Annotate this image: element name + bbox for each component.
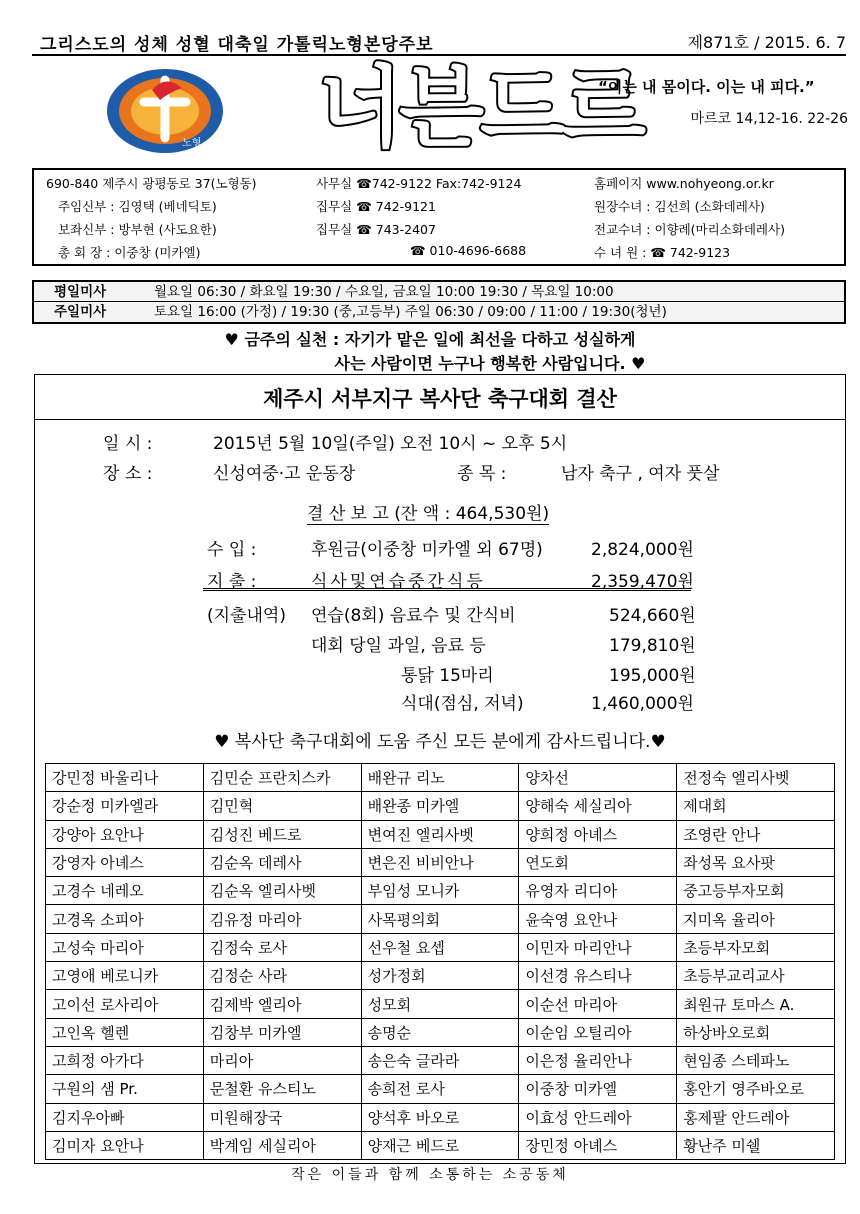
practice-line-2: 사는 사람이면 누구나 행복한 사람입니다. ♥ [334, 354, 646, 373]
donor-name: 김지우아빠 [46, 1103, 204, 1131]
expense-detail-item: 통닭 15마리 [401, 666, 494, 686]
date-value: 2015년 5월 10일(주일) 오전 10시 ~ 오후 5시 [213, 434, 568, 454]
donor-name: 김미자 요안나 [46, 1131, 204, 1159]
donor-name: 중고등부자모회 [677, 877, 835, 905]
donor-name: 고희정 아가다 [46, 1046, 204, 1074]
donor-name: 김창부 미카엘 [203, 1018, 361, 1046]
donor-row [46, 877, 835, 905]
donor-name: 김제박 엘리아 [203, 990, 361, 1018]
donor-name: 고경옥 소피아 [46, 905, 204, 933]
donor-name: 김순옥 데레사 [203, 848, 361, 876]
donor-name: 구원의 샘 Pr. [46, 1075, 204, 1103]
donor-name: 이순선 마리아 [519, 990, 677, 1018]
donor-name: 선우철 요셉 [361, 933, 519, 961]
donor-name: 고경수 네레오 [46, 877, 204, 905]
donor-name: 송명순 [361, 1018, 519, 1046]
pastor: 주임신부 : 김영택 (베네딕토) [58, 199, 217, 214]
office-phone: 사무실 ☎742-9122 Fax:742-9124 [316, 176, 522, 191]
donor-name: 마리아 [203, 1046, 361, 1074]
donor-name: 제대회 [677, 792, 835, 820]
donor-name: 배완규 리노 [361, 764, 519, 792]
expense-detail-label: (지출내역) [207, 606, 286, 626]
weekday-mass-row [34, 282, 844, 302]
donor-name: 최원규 토마스 A. [677, 990, 835, 1018]
donor-name: 사목평의회 [361, 905, 519, 933]
donor-name: 현임종 스테파노 [677, 1046, 835, 1074]
donor-name: 연도회 [519, 848, 677, 876]
donor-row [46, 1018, 835, 1046]
donor-name: 이중창 미카엘 [519, 1075, 677, 1103]
donor-name: 문철환 유스티노 [203, 1075, 361, 1103]
income-label: 수 입 : [207, 540, 257, 560]
expense-detail-item: 식대(점심, 저녁) [401, 694, 524, 714]
report-box [34, 374, 846, 1164]
event-value: 남자 축구 , 여자 풋살 [561, 464, 720, 484]
donor-name: 초등부자모회 [677, 933, 835, 961]
donor-row [46, 792, 835, 820]
issue-number-date: 제871호 / 2015. 6. 7 [687, 33, 846, 52]
donor-name: 유영자 리디아 [519, 877, 677, 905]
expense-detail-item: 대회 당일 과일, 음료 등 [311, 636, 486, 656]
balance-summary: 결 산 보 고 (잔 액 : 464,530원) [307, 499, 549, 525]
info-row [34, 220, 844, 242]
donor-name: 성모회 [361, 990, 519, 1018]
info-row [34, 243, 844, 265]
donor-name: 양해숙 세실리아 [519, 792, 677, 820]
sunday-mass-row [34, 302, 844, 322]
info-row [34, 174, 844, 196]
donor-name: 박계임 세실리아 [203, 1131, 361, 1159]
convent-phone: 수 녀 원 : ☎ 742-9123 [594, 245, 731, 260]
donor-name: 김정숙 로사 [203, 933, 361, 961]
donor-name: 고성숙 마리아 [46, 933, 204, 961]
expense-detail-amount: 524,660원 [609, 606, 696, 626]
weekday-mass-label: 평일미사 [54, 284, 107, 300]
donor-name: 전정숙 엘리사벳 [677, 764, 835, 792]
income-description: 후원금(이중창 미카엘 외 67명) [311, 540, 543, 560]
expense-label: 지 출 : [207, 572, 257, 592]
title-divider [35, 419, 845, 420]
donor-row [46, 933, 835, 961]
donor-row [46, 1103, 835, 1131]
donor-name: 변은진 비비안나 [361, 848, 519, 876]
weekday-mass-times: 월요일 06:30 / 화요일 19:30 / 수요일, 금요일 10:00 19:30 / 목요일 10:00 [154, 284, 614, 300]
assistant-priest: 보좌신부 : 방부현 (사도요한) [58, 222, 217, 237]
council-president: 총 회 장 : 이중창 (미카엘) [58, 245, 201, 260]
footer-slogan: 작은 이들과 함께 소통하는 소공동체 [291, 1167, 569, 1183]
donor-name: 이은정 율리안나 [519, 1046, 677, 1074]
homepage-link[interactable]: 홈페이지 www.nohyeong.or.kr [594, 176, 774, 191]
donor-row [46, 848, 835, 876]
donor-row [46, 990, 835, 1018]
donor-name: 송희전 로사 [361, 1075, 519, 1103]
donor-name: 조영란 안나 [677, 820, 835, 848]
donor-name: 부임성 모니카 [361, 877, 519, 905]
place-value: 신성여중·고 운동장 [213, 464, 356, 484]
donor-name: 송은숙 글라라 [361, 1046, 519, 1074]
donor-name: 성가정회 [361, 962, 519, 990]
feast-and-parish-name: 그리스도의 성체 성혈 대축일 가톨릭노형본당주보 [40, 35, 434, 55]
donor-row [46, 962, 835, 990]
report-title: 제주시 서부지구 복사단 축구대회 결산 [263, 387, 617, 411]
donor-table [45, 763, 835, 1160]
donor-name: 고인옥 헬렌 [46, 1018, 204, 1046]
donor-name: 김성진 베드로 [203, 820, 361, 848]
donor-name: 고영애 베로니카 [46, 962, 204, 990]
donor-name: 김정순 사라 [203, 962, 361, 990]
donor-name: 홍제팔 안드레아 [677, 1103, 835, 1131]
donor-name: 강영자 아녜스 [46, 848, 204, 876]
donor-name: 김민순 프란치스카 [203, 764, 361, 792]
expense-detail-amount: 179,810원 [609, 636, 696, 656]
sunday-mass-label: 주일미사 [54, 304, 107, 320]
donor-name: 미원해장국 [203, 1103, 361, 1131]
weekly-verse [598, 74, 848, 132]
donor-name: 강민정 바울리나 [46, 764, 204, 792]
parish-logo-icon [104, 66, 226, 156]
assistant-office-phone: 집무실 ☎ 743-2407 [316, 222, 436, 237]
thanks-message: ♥ 복사단 축구대회에 도움 주신 모든 분에게 감사드립니다.♥ [214, 732, 666, 752]
weekly-practice [0, 328, 860, 376]
head-sister: 원장수녀 : 김선희 (소화데레사) [594, 199, 765, 214]
donor-name: 이효성 안드레아 [519, 1103, 677, 1131]
svg-text:노형: 노형 [182, 138, 202, 149]
expense-description: 식사및연습중간식등 [311, 572, 486, 592]
donor-name: 이순임 오틸리아 [519, 1018, 677, 1046]
donor-row [46, 1075, 835, 1103]
date-label: 일 시 : [103, 434, 153, 454]
donor-name: 양차선 [519, 764, 677, 792]
expense-detail-item: 연습(8회) 음료수 및 간식비 [311, 606, 516, 626]
practice-line-1: ♥ 금주의 실천 : 자기가 맡은 일에 최선을 다하고 성실하게 [224, 330, 636, 349]
president-phone: ☎ 010-4696-6688 [410, 243, 527, 258]
verse-reference: 마르코 14,12-16. 22-26 [690, 111, 848, 127]
info-row [34, 197, 844, 219]
donor-row [46, 1046, 835, 1074]
donor-name: 김순옥 엘리사벳 [203, 877, 361, 905]
donor-row [46, 905, 835, 933]
expense-detail-amount: 1,460,000원 [591, 694, 694, 714]
donor-name: 양재근 베드로 [361, 1131, 519, 1159]
donor-name: 강양아 요안나 [46, 820, 204, 848]
donor-name: 양석후 바오로 [361, 1103, 519, 1131]
donor-name: 장민정 아녜스 [519, 1131, 677, 1159]
donor-name: 지미옥 율리아 [677, 905, 835, 933]
donor-name: 배완종 미카엘 [361, 792, 519, 820]
donor-name: 초등부교리교사 [677, 962, 835, 990]
event-label: 종 목 : [457, 464, 507, 484]
expense-detail-amount: 195,000원 [609, 666, 696, 686]
donor-name: 하상바오로회 [677, 1018, 835, 1046]
donor-name: 황난주 미쉘 [677, 1131, 835, 1159]
newsletter-masthead: 너븐드르 [318, 56, 643, 159]
donor-name: 이민자 마리안나 [519, 933, 677, 961]
donor-name: 윤숙영 요안나 [519, 905, 677, 933]
donor-name: 김유정 마리아 [203, 905, 361, 933]
donor-row [46, 820, 835, 848]
parish-info-box [32, 168, 846, 266]
verse-text: “이는 내 몸이다. 이는 내 피다.” [598, 78, 815, 96]
donor-name: 홍안기 영주바오로 [677, 1075, 835, 1103]
income-amount: 2,824,000원 [591, 540, 694, 560]
mission-sister: 전교수녀 : 이향례(마리소화데레사) [594, 222, 785, 237]
address: 690-840 제주시 광평동로 37(노형동) [46, 176, 257, 191]
place-label: 장 소 : [103, 464, 153, 484]
donor-row [46, 764, 835, 792]
sunday-mass-times: 토요일 16:00 (가정) / 19:30 (중,고등부) 주일 06:30 / 09:00 / 11:00 / 19:30(청년) [154, 304, 667, 320]
donor-name: 고이선 로사리아 [46, 990, 204, 1018]
donor-name: 이선경 유스티나 [519, 962, 677, 990]
parish-logo [104, 66, 226, 156]
expense-amount: 2,359,470원 [591, 572, 694, 592]
pastor-office-phone: 집무실 ☎ 742-9121 [316, 199, 436, 214]
donor-row [46, 1131, 835, 1159]
donor-name: 변여진 엘리사벳 [361, 820, 519, 848]
donor-name: 강순정 미카엘라 [46, 792, 204, 820]
top-header-line [40, 30, 846, 54]
mass-schedule [32, 280, 846, 324]
donor-name: 좌성목 요사팟 [677, 848, 835, 876]
donor-name: 양희정 아녜스 [519, 820, 677, 848]
donor-name: 김민혁 [203, 792, 361, 820]
